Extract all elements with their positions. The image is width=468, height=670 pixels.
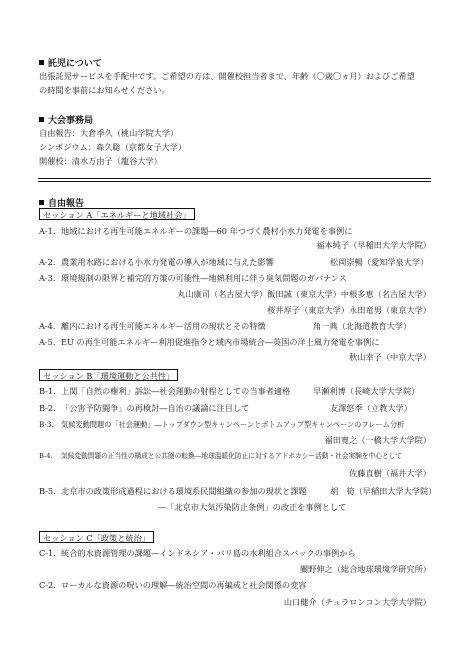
reports-heading: 自由報告 (39, 196, 84, 209)
report-author-c1: 關野伸之（総合地球環境学研究所） (299, 564, 431, 574)
session-b-label: セッション B「環境運動と公共性」 (39, 369, 178, 381)
report-author-b2: 友澤悠季（立教大学） (330, 403, 412, 413)
office-line-1: 自由報告：大倉季久（桃山学院大学） (39, 128, 179, 138)
childcare-heading: 託児について (39, 56, 102, 69)
divider-rule (38, 178, 431, 179)
report-author-b1: 早瀬利博（長崎大学大学院） (313, 386, 420, 396)
childcare-line-1: 出張託児サービスを手配中です。ご希望の方は、開催校担当者まで、年齢（〇歳〇ヵ月）およびご希望 (39, 71, 415, 81)
report-item-c1: C-1. 統合的水資源管理の課題―インドネシア・バリ島の水利組合スバックの事例から (39, 548, 356, 558)
square-bullet-icon (39, 117, 44, 122)
report-item-a4: A-4. 離内における再生可能エネルギー活用の現状とその特徴 (39, 321, 266, 331)
report-author-a1: 福本純子（早稲田大学大学院） (316, 240, 431, 250)
report-item-b1: B-1. 上関「自然の権利」訴訟―社会運動の射程としての当事者適格 (39, 386, 291, 396)
divider-rule (38, 181, 431, 182)
report-author-b3: 福田寛之（一橋大学大学院） (324, 435, 431, 445)
report-author-a4: 角一典（北海道教育大学） (313, 321, 412, 331)
report-item-a3: A-3. 環境規制の限界と補完的方策の可能性―地熱利用に伴う臭気問題のガバナンス (39, 273, 347, 283)
square-bullet-icon (39, 200, 44, 205)
report-subtitle-b5: ―「北京市大気汚染防止条例」の改正を事例として (158, 502, 347, 512)
childcare-line-2: の時間を事前にお知らせください。 (39, 85, 170, 95)
office-heading: 大会事務局 (39, 113, 93, 126)
report-item-b4: B-4. 気候変動問題の正当性の構成と公共圏の転換―地球温暖化防止に対するアドボカシー活動・社会実験を中心として (39, 452, 403, 460)
session-c-label: セッション C「政策と統治」 (39, 531, 154, 543)
report-item-a5: A-5. EU の再生可能エネルギー利用促進指令と域内市場統合―英国の洋上風力発電を事例に (39, 337, 380, 347)
report-author-a5: 秋山幸子（中京大学） (349, 352, 431, 362)
report-author-a2: 松岡崇暢（愛知学泉大学） (330, 257, 429, 267)
report-item-a1: A-1. 地域における再生可能エネルギーの課題―60 年つづく農村小水力発電を事例に (39, 226, 353, 236)
session-a-label: セッション A「エネルギーと地域社会」 (39, 208, 195, 220)
report-author-b5: 胡 筍（早稲田大学大学院） (330, 486, 437, 496)
report-author-a3-line1: 丸山康司（名古屋大学）飯田誠（東京大学）中根多恵（名古屋大学） (177, 289, 431, 299)
report-author-c2: 山口健介（チュラロンコン大学大学院） (283, 597, 431, 607)
report-item-b3: B-3. 気候変動問題の「社会運動」―トップダウン型キャンペーンとボトムアップ型キャンペーンのフレーム分析 (39, 420, 405, 429)
report-item-b5: B-5. 北京市の政策形成過程における環境系民間組織の参加の現状と課題 (39, 486, 307, 496)
report-author-b4: 佐藤直樹（福井大学） (349, 468, 431, 478)
office-line-3: 開催校：清水万由子（龍谷大学） (39, 156, 162, 166)
report-item-c2: C-2. ローカルな資源の呪いの理解―統治空間の再編成と社会関係の変容 (39, 580, 307, 590)
report-item-b2: B-2. 「公害予防闘争」の再検討―自治の議論に注目して (39, 403, 250, 413)
report-author-a3-line2: 桜井厚子（東京大学）永田竜男（東京大学） (267, 305, 431, 315)
square-bullet-icon (39, 60, 44, 65)
office-line-2: シンポジウム：森久聡（京都女子大学） (39, 142, 187, 152)
report-item-a2: A-2. 農業用水路における小水力発電の導入が地域に与えた影響 (39, 257, 274, 267)
